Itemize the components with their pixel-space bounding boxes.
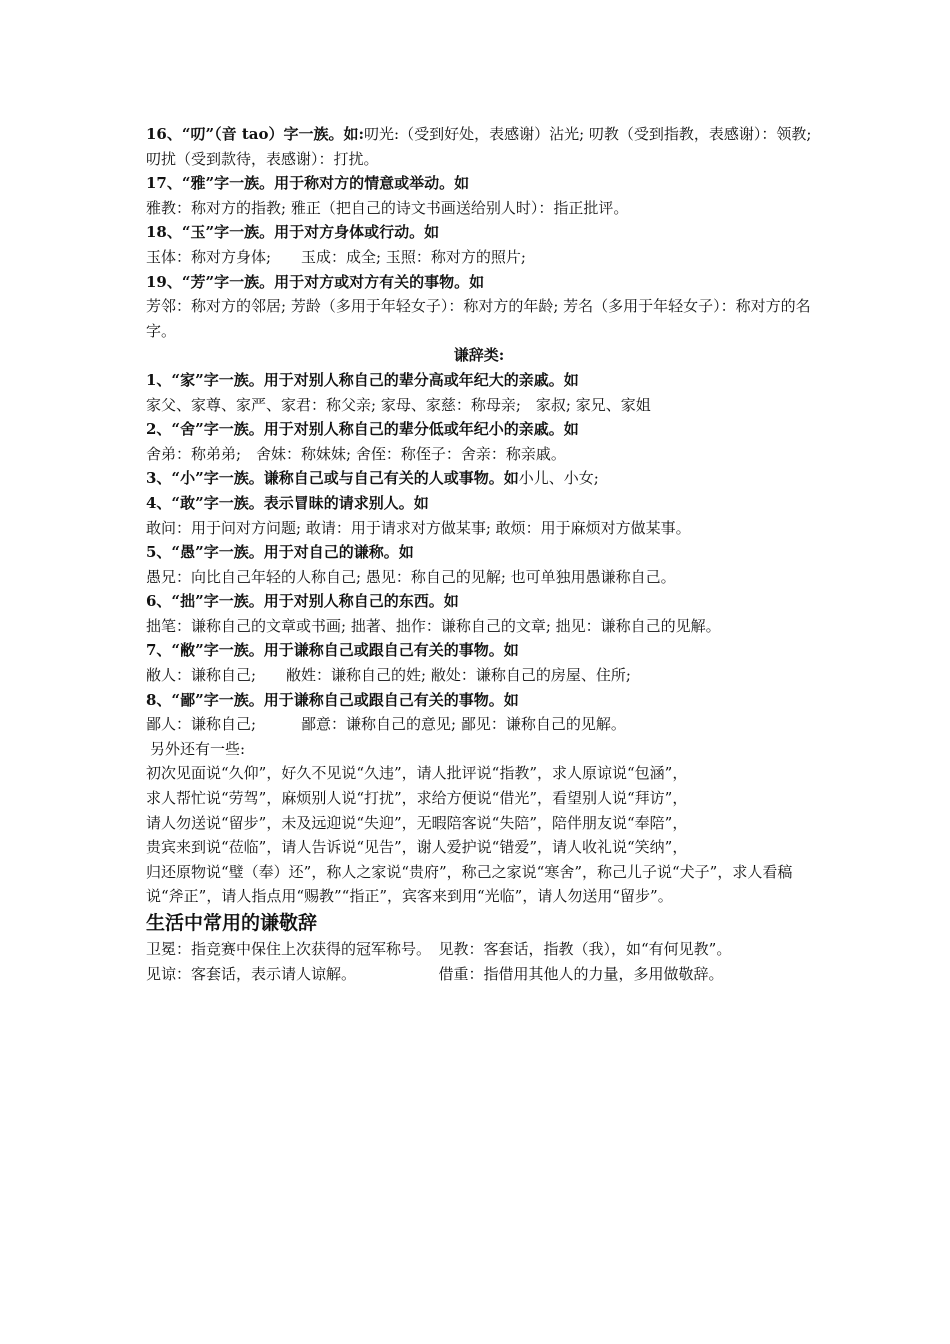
humble-7-body: 敝人：谦称自己; 敝姓：谦称自己的姓; 敝处：谦称自己的房屋、住所; bbox=[146, 666, 631, 685]
humble-5-body: 愚兄：向比自己年轻的人称自己; 愚见：称自己的见解; 也可单独用愚谦称自己。 bbox=[146, 567, 676, 586]
humble-4-heading: 4、“敢”字一族。表示冒昧的请求别人。如 bbox=[146, 493, 429, 512]
document-page bbox=[146, 122, 812, 986]
honorific-17-heading: 17、“雅”字一族。用于称对方的情意或举动。如 bbox=[146, 174, 470, 193]
humble-1-body: 家父、家尊、家严、家君：称父亲; 家母、家慈：称母亲; 家叔; 家兄、家姐 bbox=[146, 395, 651, 414]
humble-6-body: 拙笔：谦称自己的文章或书画; 拙著、拙作：谦称自己的文章; 拙见：谦称自己的见解。 bbox=[146, 616, 721, 635]
others-line-1: 初次见面说“久仰”，好久不见说“久违”，请人批评说“指教”，求人原谅说“包涵”， bbox=[146, 764, 688, 783]
item-body: 小儿、小女; bbox=[518, 469, 599, 488]
humble-5-heading: 5、“愚”字一族。用于对自己的谦称。如 bbox=[146, 543, 414, 562]
humble-7-heading: 7、“敝”字一族。用于谦称自己或跟自己有关的事物。如 bbox=[146, 641, 519, 660]
others-intro: 另外还有一些: bbox=[150, 739, 246, 758]
others-line-2: 求人帮忙说“劳驾”，麻烦别人说“打扰”，求给方便说“借光”，看望别人说“拜访”， bbox=[146, 789, 688, 808]
honorific-18-body: 玉体：称对方身体; 玉成：成全; 玉照：称对方的照片; bbox=[146, 247, 526, 266]
item-body: 叨光:（受到好处，表感谢）沾光; 叨教（受到指教，表感谢）：领教; 叨扰（受到款待，表感谢）：打扰。 bbox=[146, 125, 812, 168]
item-heading: 3、“小”字一族。谦称自己或与自己有关的人或事物。如 bbox=[146, 469, 519, 488]
daily-section-title: 生活中常用的谦敬辞 bbox=[146, 912, 318, 934]
honorific-16 bbox=[146, 122, 812, 171]
humble-2-body: 舍弟：称弟弟; 舍妹：称妹妹; 舍侄：称侄子：舍亲：称亲戚。 bbox=[146, 444, 566, 463]
honorific-18-heading: 18、“玉”字一族。用于对方身体或行动。如 bbox=[146, 223, 440, 242]
honorific-19-heading: 19、“芳”字一族。用于对方或对方有关的事物。如 bbox=[146, 272, 485, 291]
humble-4-body: 敢问：用于问对方问题; 敢请：用于请求对方做某事; 敢烦：用于麻烦对方做某事。 bbox=[146, 518, 691, 537]
others-line-5: 归还原物说“璧（奉）还”，称人之家说“贵府”，称己之家说“寒舍”，称己儿子说“犬子”，求人看稿说“斧正”，请人指点用“赐教”“指正”，宾客来到用“光临”，请人勿送用“留步”。 bbox=[146, 862, 793, 906]
humble-1-heading: 1、“家”字一族。用于对别人称自己的辈分高或年纪大的亲戚。如 bbox=[146, 370, 579, 389]
item-heading: 16、“叨”（音 tao）字一族。如: bbox=[146, 125, 365, 143]
humble-6-heading: 6、“拙”字一族。用于对别人称自己的东西。如 bbox=[146, 592, 459, 611]
humble-2-heading: 2、“舍”字一族。用于对别人称自己的辈分低或年纪小的亲戚。如 bbox=[146, 420, 579, 439]
daily-line-2: 见谅：客套话，表示请人谅解。 借重：指借用其他人的力量，多用做敬辞。 bbox=[146, 964, 724, 983]
humble-3 bbox=[146, 466, 812, 491]
humble-8-body: 鄙人：谦称自己; 鄙意：谦称自己的意见; 鄙见：谦称自己的见解。 bbox=[146, 715, 626, 734]
humble-section-title: 谦辞类: bbox=[453, 346, 505, 365]
honorific-17-body: 雅教：称对方的指教; 雅正（把自己的诗文书画送给别人时）：指正批评。 bbox=[146, 198, 629, 217]
others-line-3: 请人勿送说“留步”，未及远迎说“失迎”，无暇陪客说“失陪”，陪伴朋友说“奉陪”， bbox=[146, 813, 688, 832]
daily-line-1: 卫冕：指竞赛中保住上次获得的冠军称号。 见教：客套话，指教（我），如“有何见教”。 bbox=[146, 940, 732, 958]
humble-8-heading: 8、“鄙”字一族。用于谦称自己或跟自己有关的事物。如 bbox=[146, 690, 519, 709]
honorific-19-body: 芳邻：称对方的邻居; 芳龄（多用于年轻女子）：称对方的年龄; 芳名（多用于年轻女子）：称对方的名字。 bbox=[146, 297, 811, 340]
others-line-4: 贵宾来到说“莅临”，请人告诉说“见告”，谢人爱护说“错爱”，请人收礼说“笑纳”， bbox=[146, 838, 688, 857]
